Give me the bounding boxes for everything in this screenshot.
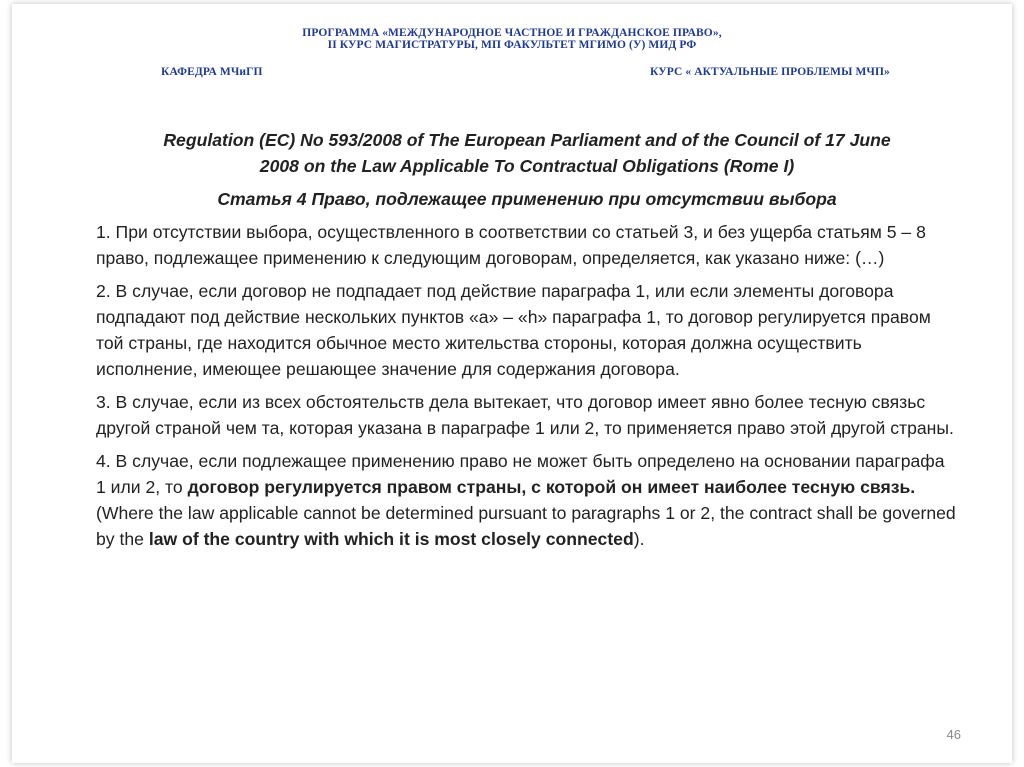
regulation-title-line1: Regulation (EC) No 593/2008 of The European Parliament and of the Council of 17 June: [163, 130, 891, 150]
paragraph-3: 3. В случае, если из всех обстоятельств дела вытекает, что договор имеет явно более тесную связьс другой страной чем та, которая указана в параграфе 1 или 2, то применяется право этой другой страны.: [96, 392, 954, 438]
paragraph-4-end: ).: [633, 529, 645, 549]
paragraph-4-english: (Where the law applicable cannot be determined pursuant to paragraphs 1 or 2, the contract shall be governed by the: [96, 503, 956, 549]
paragraph-2: 2. В случае, если договор не подпадает под действие параграфа 1, или если элементы договора подпадают под действие нескольких пунктов «a» – «h» параграфа 1, то договор регулируется правом той страны, где находится обычное место жительства стороны, которая должна осуществить исполнение, имеющее решающее значение для содержания договора.: [96, 281, 931, 379]
header-program-line: ПРОГРАММА «МЕЖДУНАРОДНОЕ ЧАСТНОЕ И ГРАЖДАНСКОЕ ПРАВО»,: [302, 27, 722, 39]
paragraph-4-text: 4. В случае, если подлежащее применению право не может быть определено на основании параграфа 1 или 2, то: [96, 451, 945, 497]
regulation-title: [96, 127, 958, 179]
paragraph-4-bold-en: law of the country with which it is most closely connected: [148, 529, 634, 549]
slide-content: [96, 127, 958, 559]
article-title: Статья 4 Право, подлежащее применению при отсутствии выбора: [217, 189, 837, 209]
paragraph-4: [96, 448, 958, 552]
paragraph-4-bold-ru: договор регулируется правом страны, с которой он имеет наиболее тесную связь.: [187, 477, 916, 497]
page-number: 46: [946, 727, 961, 742]
header-department: КАФЕДРА МЧиГП: [161, 66, 263, 78]
paragraph-1: 1. При отсутствии выбора, осуществленного в соответствии со статьей 3, и без ущерба статьям 5 – 8 право, подлежащее применению к следующим договорам, определяется, как указано ниже: (…): [96, 222, 926, 268]
header-course-title: КУРС « АКТУАЛЬНЫЕ ПРОБЛЕМЫ МЧП»: [650, 66, 890, 78]
regulation-title-line2: 2008 on the Law Applicable To Contractual Obligations (Rome I): [259, 156, 795, 176]
header-course-line: II КУРС МАГИСТРАТУРЫ, МП ФАКУЛЬТЕТ МГИМО (У) МИД РФ: [327, 39, 697, 51]
